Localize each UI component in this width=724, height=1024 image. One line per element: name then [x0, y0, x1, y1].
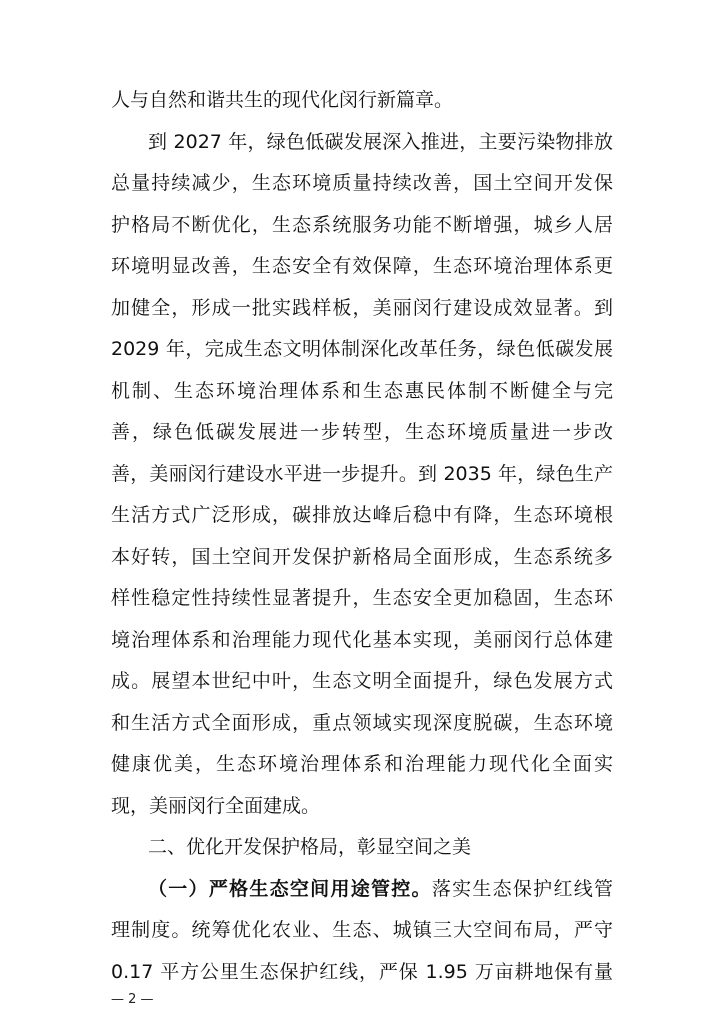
text-line: 和生活方式全面形成，重点领域实现深度脱碳，生态环境	[111, 711, 613, 734]
text-line: 成。展望本世纪中叶，生态文明全面提升，绿色发展方式	[111, 670, 613, 692]
text-line: 善，绿色低碳发展进一步转型，生态环境质量进一步改	[111, 421, 613, 443]
text-line: 善，美丽闵行建设水平进一步提升。到 2035 年，绿色生产	[111, 462, 613, 485]
text-line: 生活方式广泛形成，碳排放达峰后稳中有降，生态环境根	[111, 504, 613, 526]
text-line: 人与自然和谐共生的现代化闵行新篇章。	[111, 89, 454, 111]
subsection-text: 落实生态保护红线管	[431, 877, 613, 900]
page-number: — 2 —	[111, 992, 154, 1007]
text-line: 样性稳定性持续性显著提升，生态安全更加稳固，生态环	[111, 587, 613, 609]
text-line: 到 2027 年，绿色低碳发展深入推进，主要污染物排放	[148, 130, 613, 153]
subsection-line	[148, 876, 613, 902]
text-line: 0.17 平方公里生态保护红线，严保 1.95 万亩耕地保有量	[111, 960, 613, 983]
text-line: 理制度。统筹优化农业、生态、城镇三大空间布局，严守	[111, 919, 613, 941]
text-line: 境治理体系和治理能力现代化基本实现，美丽闵行总体建	[111, 628, 613, 651]
text-line: 本好转，国土空间开发保护新格局全面形成，生态系统多	[111, 545, 613, 568]
section-heading: 二、优化开发保护格局，彰显空间之美	[148, 836, 472, 858]
text-line: 2029 年，完成生态文明体制深化改革任务，绿色低碳发展	[111, 338, 613, 360]
text-line: 护格局不断优化，生态系统服务功能不断增强，城乡人居	[111, 213, 613, 236]
subsection-heading: （一）严格生态空间用途管控。	[148, 877, 432, 900]
text-line: 加健全，形成一批实践样板，美丽闵行建设成效显著。到	[111, 296, 613, 319]
text-line: 总量持续减少，生态环境质量持续改善，国土空间开发保	[111, 172, 613, 194]
text-line: 机制、生态环境治理体系和生态惠民体制不断健全与完	[111, 379, 613, 402]
text-line: 现，美丽闵行全面建成。	[111, 794, 321, 817]
text-line: 健康优美，生态环境治理体系和治理能力现代化全面实	[111, 753, 613, 775]
text-line: 环境明显改善，生态安全有效保障，生态环境治理体系更	[111, 255, 613, 277]
